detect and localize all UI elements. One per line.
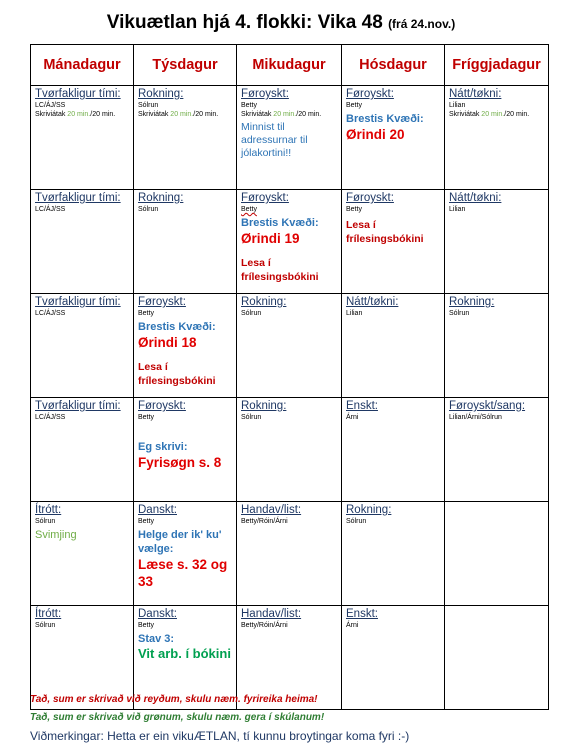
- subject-label: Føroyskt/sang:: [449, 400, 526, 412]
- teacher-name: Lilian: [449, 102, 466, 109]
- lesson-cell: [342, 502, 445, 606]
- subject-label: Handav/list:: [241, 504, 302, 516]
- subject-label: Ítrótt:: [35, 608, 62, 620]
- subject-label: Føroyskt:: [241, 88, 289, 100]
- lesson-cell: [445, 606, 549, 710]
- subject-label: Tvørfakligur tími:: [35, 400, 121, 412]
- subject-label: Føroyskt:: [138, 296, 186, 308]
- schedule-body: [31, 86, 549, 710]
- lesson-cell: [445, 190, 549, 294]
- teacher-name: Árni: [346, 414, 359, 421]
- subject-label: Tvørfakligur tími:: [35, 88, 121, 100]
- teacher-name: LC/ÁJ/SS: [35, 206, 66, 213]
- weekly-schedule-table: [30, 44, 549, 710]
- teacher-name: LC/ÁJ/SS: [35, 310, 66, 317]
- writing-time-prefix: Skriviátak: [449, 111, 482, 118]
- homework-task: Ørindi 20: [346, 127, 405, 142]
- writing-time-school: 20 min.: [273, 111, 297, 118]
- topic-label: Brestis Kvæði:: [241, 217, 319, 229]
- lesson-cell: [134, 86, 237, 190]
- remarks-note: Viðmerkingar: Hetta er ein vikuÆTLAN, tí kunnu broytingar koma fyri :-): [30, 729, 410, 743]
- lesson-cell: [134, 502, 237, 606]
- teacher-name: Betty: [138, 310, 154, 317]
- subject-label: Rokning:: [138, 192, 184, 204]
- reminder-note: Minnist til adressurnar til jólakortini!!: [241, 121, 308, 159]
- lesson-cell: [342, 190, 445, 294]
- schedule-row: [31, 502, 549, 606]
- lesson-cell: [134, 190, 237, 294]
- lesson-cell: [134, 294, 237, 398]
- green-legend-note: Tað, sum er skrivað við grønum, skulu næm. gera í skúlanum!: [30, 712, 325, 723]
- subject-label: Føroyskt:: [138, 400, 186, 412]
- teacher-name: Sólrun: [138, 206, 159, 213]
- teacher-name: Lilian: [346, 310, 363, 317]
- day-header: Hósdagur: [342, 45, 445, 86]
- lesson-cell: [31, 398, 134, 502]
- lesson-cell: [31, 86, 134, 190]
- teacher-name: Betty/Róin/Árni: [241, 518, 288, 525]
- homework-task: Læse s. 32 og 33: [138, 557, 228, 589]
- teacher-name: Sólrun: [138, 102, 159, 109]
- schedule-row: [31, 398, 549, 502]
- teacher-name: Lilian/Árni/Sólrun: [449, 414, 502, 421]
- writing-time-school: 20 min.: [67, 111, 91, 118]
- lesson-cell: [31, 294, 134, 398]
- teacher-name: Sólrun: [35, 622, 56, 629]
- homework-reading: Lesa í frílesingsbókini: [138, 361, 216, 387]
- day-header: Týsdagur: [134, 45, 237, 86]
- teacher-name: Betty: [138, 622, 154, 629]
- day-header: Fríggjadagur: [445, 45, 549, 86]
- subject-label: Danskt:: [138, 504, 177, 516]
- homework-reading: Lesa í frílesingsbókini: [346, 219, 424, 245]
- subject-label: Rokning:: [241, 400, 287, 412]
- subject-label: Enskt:: [346, 400, 378, 412]
- lesson-cell: [237, 294, 342, 398]
- red-legend-note: Tað, sum er skrivað við reyðum, skulu næm. fyrireika heima!: [30, 694, 318, 705]
- teacher-name: Sólrun: [241, 310, 262, 317]
- homework-task: Fyrisøgn s. 8: [138, 455, 222, 470]
- subject-label: Føroyskt:: [241, 192, 289, 204]
- lesson-cell: [445, 294, 549, 398]
- lesson-cell: [342, 294, 445, 398]
- subject-label: Rokning:: [138, 88, 184, 100]
- lesson-cell: [342, 398, 445, 502]
- subject-label: Føroyskt:: [346, 88, 394, 100]
- lesson-cell: [237, 86, 342, 190]
- lesson-cell: [134, 398, 237, 502]
- writing-time: [35, 110, 129, 119]
- subject-label: Rokning:: [346, 504, 392, 516]
- topic-label: Helge der ik' ku' vælge:: [138, 529, 222, 555]
- day-header-row: [31, 45, 549, 86]
- day-header: Mikudagur: [237, 45, 342, 86]
- writing-time-prefix: Skriviátak: [35, 111, 68, 118]
- lesson-cell: [445, 86, 549, 190]
- writing-time-school: 20 min.: [481, 111, 505, 118]
- teacher-name: Sólrun: [241, 414, 262, 421]
- subject-label: Rokning:: [449, 296, 495, 308]
- topic-label: Stav 3:: [138, 633, 175, 645]
- homework-task: Ørindi 18: [138, 335, 197, 350]
- day-header: Mánadagur: [31, 45, 134, 86]
- lesson-cell: [237, 502, 342, 606]
- teacher-name: Betty: [138, 518, 154, 525]
- lesson-cell: [445, 398, 549, 502]
- subject-label: Handav/list:: [241, 608, 302, 620]
- subject-label: Danskt:: [138, 608, 177, 620]
- title-date: (frá 24.nov.): [388, 17, 456, 31]
- writing-time-prefix: Skriviátak: [138, 111, 171, 118]
- writing-time-prefix: Skriviátak: [241, 111, 274, 118]
- title-main: Vikuætlan hjá 4. flokki: Vika 48: [106, 12, 383, 33]
- topic-label: Brestis Kvæði:: [138, 321, 216, 333]
- subject-label: Enskt:: [346, 608, 378, 620]
- activity-note: Svimjing: [35, 529, 77, 541]
- lesson-cell: [342, 606, 445, 710]
- topic-label: Brestis Kvæði:: [346, 113, 424, 125]
- homework-task: Ørindi 19: [241, 231, 300, 246]
- teacher-name: Betty: [241, 206, 257, 213]
- writing-time-school: 20 min.: [170, 111, 194, 118]
- teacher-name: Lilian: [449, 206, 466, 213]
- teacher-name: Betty: [346, 206, 362, 213]
- subject-label: Tvørfakligur tími:: [35, 192, 121, 204]
- lesson-cell: [237, 398, 342, 502]
- subject-label: Nátt/tøkni:: [449, 192, 502, 204]
- homework-reading: Lesa í frílesingsbókini: [241, 257, 319, 283]
- schedule-row: [31, 294, 549, 398]
- lesson-cell: [237, 190, 342, 294]
- teacher-name: Betty: [241, 102, 257, 109]
- subject-label: Nátt/tøkni:: [449, 88, 502, 100]
- subject-label: Rokning:: [241, 296, 287, 308]
- writing-time-home: /20 min.: [90, 111, 116, 118]
- teacher-name: Árni: [346, 622, 359, 629]
- writing-time-home: /20 min.: [296, 111, 322, 118]
- writing-time-home: /20 min.: [504, 111, 530, 118]
- writing-time-home: /20 min.: [193, 111, 219, 118]
- teacher-name: Sólrun: [346, 518, 367, 525]
- writing-time: [138, 110, 232, 119]
- teacher-name: LC/ÁJ/SS: [35, 414, 66, 421]
- lesson-cell: [31, 190, 134, 294]
- teacher-name: Betty: [138, 414, 154, 421]
- teacher-name: Sólrun: [449, 310, 470, 317]
- writing-time: [241, 110, 337, 119]
- lesson-cell: [31, 502, 134, 606]
- page-title: [0, 12, 562, 34]
- subject-label: Nátt/tøkni:: [346, 296, 399, 308]
- subject-label: Tvørfakligur tími:: [35, 296, 121, 308]
- schedule-row: [31, 190, 549, 294]
- teacher-name: Betty/Róin/Árni: [241, 622, 288, 629]
- classwork-task: Vit arb. í bókini: [138, 646, 231, 661]
- subject-label: Føroyskt:: [346, 192, 394, 204]
- schedule-row: [31, 86, 549, 190]
- lesson-cell: [342, 86, 445, 190]
- teacher-name: Betty: [346, 102, 362, 109]
- teacher-name: LC/ÁJ/SS: [35, 102, 66, 109]
- writing-time: [449, 110, 544, 119]
- teacher-name: Sólrun: [35, 518, 56, 525]
- topic-label: Eg skrivi:: [138, 441, 188, 453]
- lesson-cell: [445, 502, 549, 606]
- subject-label: Ítrótt:: [35, 504, 62, 516]
